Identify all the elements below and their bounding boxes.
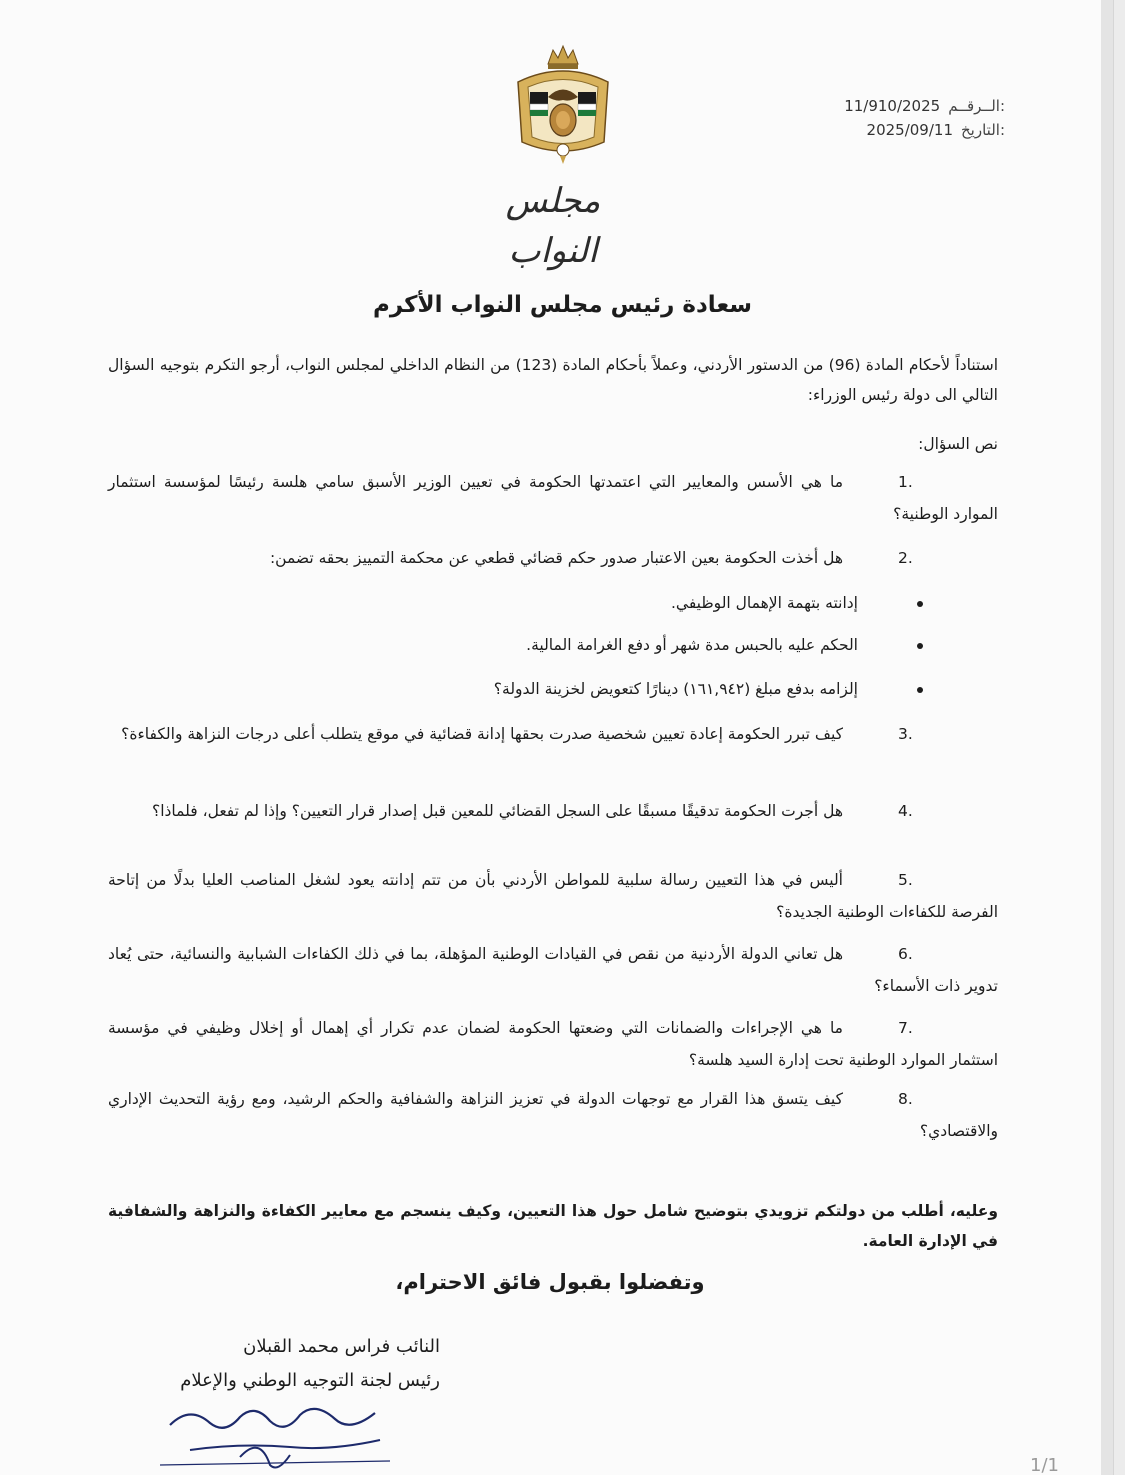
question-item <box>108 938 998 1002</box>
date-label: التاريخ: <box>961 121 1005 139</box>
page-edge <box>1101 0 1113 1475</box>
question-number: 1. <box>898 473 913 491</box>
question-item <box>108 718 998 750</box>
question-text: أليس في هذا التعيين رسالة سلبية للمواطن الأردني بأن من تتم إدانته يعود لشغل المناصب العليا بدلًا من إتاحة الفرصة للكفاءات الوطنية الجديدة؟ <box>108 871 998 921</box>
list-item <box>108 589 998 617</box>
question-text: هل أجرت الحكومة تدقيقًا مسبقًا على السجل القضائي للمعين قبل إصدار قرار التعيين؟ وإذا لم تفعل، فلماذا؟ <box>151 802 843 820</box>
intro-paragraph: استناداً لأحكام المادة (96) من الدستور الأردني، وعملاً بأحكام المادة (123) من النظام الداخلي لمجلس النواب، أرجو التكرم بتوجيه السؤال التالي الى دولة رئيس الوزراء: <box>108 356 999 404</box>
question-number: 5. <box>898 871 913 889</box>
signature-block <box>100 1330 440 1398</box>
reference-number-value: 11/910/2025 <box>844 97 941 115</box>
question-item <box>108 542 998 574</box>
question-text: هل تعاني الدولة الأردنية من نقص في القيادات الوطنية المؤهلة، بما في ذلك الكفاءات الشبابية والنسائية، حتى يُعاد تدوير ذات الأسماء؟ <box>108 945 998 995</box>
question-label: نص السؤال: <box>918 435 998 453</box>
bullet-icon <box>917 687 923 693</box>
signatory-name: النائب فراس محمد القبلان <box>243 1336 440 1357</box>
handwritten-signature <box>150 1395 410 1475</box>
list-item <box>108 631 998 659</box>
question-item <box>108 795 998 827</box>
date-row <box>830 118 1005 142</box>
question-number: 7. <box>898 1019 913 1037</box>
question-text: كيف يتسق هذا القرار مع توجهات الدولة في تعزيز النزاهة والشفافية والحكم الرشيد، ومع رؤية التحديث الإداري والاقتصادي؟ <box>108 1090 998 1140</box>
list-item-text: الحكم عليه بالحبس مدة شهر أو دفع الغرامة المالية. <box>526 636 858 654</box>
question-item <box>108 864 998 928</box>
question-number: 6. <box>898 945 913 963</box>
closing-paragraph: وعليه، أطلب من دولتكم تزويدي بتوضيح شامل حول هذا التعيين، وكيف ينسجم مع معايير الكفاءة والنزاهة والشفافية في الإدارة العامة. <box>108 1202 998 1250</box>
question-number: 4. <box>898 802 913 820</box>
letter-heading: سعادة رئيس مجلس النواب الأكرم <box>372 292 753 318</box>
regards-line: وتفضلوا بقبول فائق الاحترام، <box>395 1270 705 1294</box>
question-text: هل أخذت الحكومة بعين الاعتبار صدور حكم قضائي قطعي عن محكمة التمييز بحقه تضمن: <box>269 549 843 567</box>
question-number: 3. <box>898 725 913 743</box>
reference-number-row <box>830 94 1005 118</box>
reference-number-label: الــرقــم: <box>948 97 1005 115</box>
list-item-text: إلزامه بدفع مبلغ (١٦١,٩٤٢) دينارًا كتعويض لخزينة الدولة؟ <box>493 680 858 698</box>
question-number: 2. <box>898 549 913 567</box>
signatory-title: رئيس لجنة التوجيه الوطني والإعلام <box>180 1370 440 1391</box>
reference-block <box>830 94 1005 142</box>
page-number: 1/1 <box>1030 1455 1059 1475</box>
question-text: ما هي الإجراءات والضمانات التي وضعتها الحكومة لضمان عدم تكرار أي إهمال أو إخلال وظيفي في مؤسسة استثمار الموارد الوطنية تحت إدارة السيد هلسة؟ <box>108 1019 998 1069</box>
question-text: ما هي الأسس والمعايير التي اعتمدتها الحكومة في تعيين الوزير الأسبق سامي هلسة رئيسًا لمؤسسة استثمار الموارد الوطنية؟ <box>108 473 998 523</box>
list-item <box>108 675 998 703</box>
jordan-coat-of-arms-icon <box>508 42 618 167</box>
question-item <box>108 1012 998 1076</box>
bullet-icon <box>917 601 923 607</box>
question-text: كيف تبرر الحكومة إعادة تعيين شخصية صدرت بحقها إدانة قضائية في موقع يتطلب أعلى درجات النزاهة والكفاءة؟ <box>121 725 843 743</box>
question-item <box>108 1083 998 1147</box>
bullet-icon <box>917 643 923 649</box>
list-item-text: إدانته بتهمة الإهمال الوظيفي. <box>670 594 858 612</box>
council-logo: مجلس النواب <box>505 181 601 271</box>
question-item <box>108 466 998 530</box>
question-number: 8. <box>898 1090 913 1108</box>
date-value: 2025/09/11 <box>866 121 953 139</box>
